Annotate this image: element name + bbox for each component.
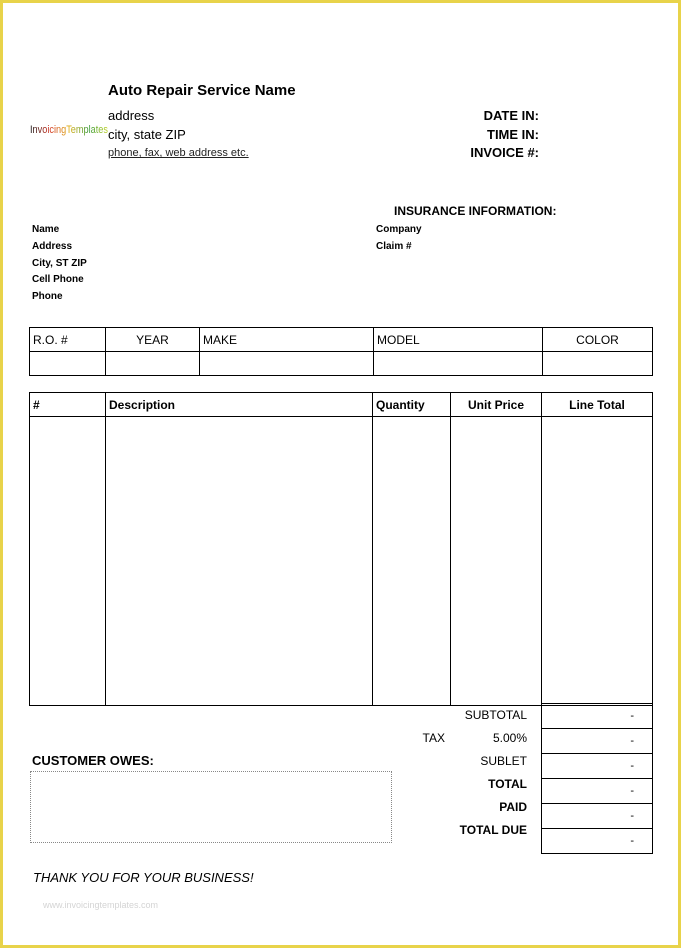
quantity-header: Quantity [373, 393, 451, 417]
items-header-row [30, 393, 653, 417]
totals-table [541, 703, 653, 854]
make-header: MAKE [200, 328, 374, 352]
vehicle-entry-row [30, 352, 653, 376]
item-number-header: # [30, 393, 106, 417]
time-in-label: TIME IN: [487, 127, 539, 142]
insurance-company-label: Company [376, 224, 422, 235]
make-cell[interactable] [200, 352, 374, 376]
thank-you-note: THANK YOU FOR YOUR BUSINESS! [33, 870, 254, 885]
year-cell[interactable] [106, 352, 200, 376]
vehicle-header-row [30, 328, 653, 352]
description-header: Description [106, 393, 373, 417]
subtotal-label: SUBTOTAL [464, 708, 527, 722]
insurance-claim-label: Claim # [376, 241, 412, 252]
year-header: YEAR [106, 328, 200, 352]
business-city: city, state ZIP [108, 127, 186, 142]
customer-city-label: City, ST ZIP [32, 258, 87, 269]
unit-price-header: Unit Price [451, 393, 542, 417]
customer-owes-box[interactable] [30, 771, 392, 843]
subtotal-value: - [542, 704, 653, 729]
color-cell[interactable] [543, 352, 653, 376]
business-address: address [108, 108, 155, 123]
customer-cell-label: Cell Phone [32, 274, 84, 285]
ro-cell[interactable] [30, 352, 106, 376]
vehicle-table [29, 327, 653, 376]
watermark: www.invoicingtemplates.com [43, 900, 159, 910]
invoice-number-label: INVOICE #: [470, 145, 539, 160]
ro-header: R.O. # [30, 328, 106, 352]
items-body-row [30, 417, 653, 706]
line-total-header: Line Total [542, 393, 653, 417]
item-number-column[interactable] [30, 417, 106, 706]
date-in-label: DATE IN: [483, 108, 539, 123]
color-header: COLOR [543, 328, 653, 352]
paid-value[interactable]: - [542, 804, 653, 829]
business-contact: phone, fax, web address etc. [108, 147, 249, 159]
description-column[interactable] [106, 417, 373, 706]
logo-text: InvoicingTemplates [30, 124, 109, 136]
total-due-value: - [542, 829, 653, 854]
paid-label: PAID [499, 800, 527, 814]
total-label: TOTAL [488, 777, 527, 791]
insurance-title: INSURANCE INFORMATION: [394, 204, 557, 218]
customer-owes-label: CUSTOMER OWES: [32, 753, 154, 768]
model-cell[interactable] [374, 352, 543, 376]
unit-price-column[interactable] [451, 417, 542, 706]
customer-address-label: Address [32, 241, 73, 252]
sublet-label: SUBLET [480, 754, 527, 768]
tax-rate: 5.00% [492, 731, 527, 745]
business-name: Auto Repair Service Name [108, 82, 296, 99]
total-value: - [542, 779, 653, 804]
tax-value: - [542, 729, 653, 754]
customer-name-label: Name [32, 224, 60, 235]
tax-label: TAX [422, 731, 445, 745]
line-total-column[interactable] [542, 417, 653, 706]
model-header: MODEL [374, 328, 543, 352]
sublet-value[interactable]: - [542, 754, 653, 779]
customer-phone-label: Phone [32, 291, 63, 302]
total-due-label: TOTAL DUE [459, 823, 527, 837]
line-items-table [29, 392, 653, 706]
quantity-column[interactable] [373, 417, 451, 706]
company-logo [30, 117, 110, 141]
